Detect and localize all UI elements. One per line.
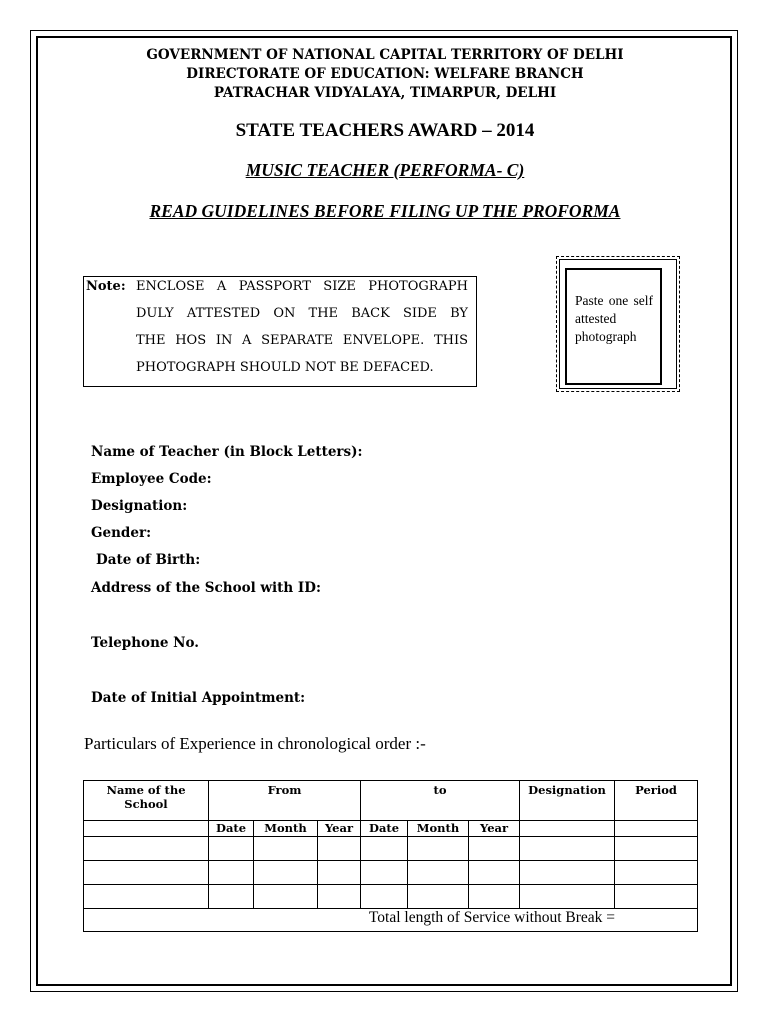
field-date-of-birth: Date of Birth:	[96, 552, 201, 568]
header-designation: Designation	[520, 781, 615, 821]
table-header-row	[84, 781, 698, 821]
header-line-3: PATRACHAR VIDYALAYA, TIMARPUR, DELHI	[213, 85, 557, 101]
table-cell[interactable]	[84, 861, 209, 885]
field-gender: Gender:	[91, 525, 152, 541]
table-cell	[520, 821, 615, 837]
table-cell[interactable]	[254, 885, 318, 909]
table-row	[84, 861, 698, 885]
total-service-label: Total length of Service without Break =	[84, 909, 698, 932]
table-cell[interactable]	[615, 861, 698, 885]
field-employee-code: Employee Code:	[91, 471, 212, 487]
table-cell[interactable]	[408, 837, 469, 861]
table-cell[interactable]	[408, 861, 469, 885]
table-cell[interactable]	[408, 885, 469, 909]
experience-heading: Particulars of Experience in chronological order :-	[84, 734, 426, 753]
photo-instruction: Paste one self attested photograph	[575, 293, 653, 344]
subheader-date: Date	[209, 821, 254, 837]
subheader-date: Date	[361, 821, 408, 837]
table-cell[interactable]	[209, 885, 254, 909]
table-cell[interactable]	[318, 837, 361, 861]
table-cell[interactable]	[469, 861, 520, 885]
table-cell[interactable]	[318, 885, 361, 909]
table-subheader-row	[84, 821, 698, 837]
field-teacher-name: Name of Teacher (in Block Letters):	[91, 444, 363, 460]
table-cell	[615, 821, 698, 837]
table-cell[interactable]	[469, 885, 520, 909]
table-cell[interactable]	[254, 861, 318, 885]
field-designation: Designation:	[91, 498, 188, 514]
table-row	[84, 837, 698, 861]
field-school-address: Address of the School with ID:	[91, 580, 321, 596]
form-subtitle: MUSIC TEACHER (PERFORMA- C)	[245, 160, 525, 180]
subheader-year: Year	[318, 821, 361, 837]
subheader-year: Year	[469, 821, 520, 837]
header-period: Period	[615, 781, 698, 821]
table-cell[interactable]	[520, 861, 615, 885]
header-from: From	[209, 781, 361, 821]
award-title: STATE TEACHERS AWARD – 2014	[235, 120, 535, 141]
field-telephone: Telephone No.	[91, 635, 199, 651]
note-label: Note:	[86, 279, 126, 294]
table-cell	[84, 821, 209, 837]
table-cell[interactable]	[361, 837, 408, 861]
table-cell[interactable]	[318, 861, 361, 885]
header-to: to	[361, 781, 520, 821]
note-line: PHOTOGRAPH SHOULD NOT BE DEFACED.	[136, 360, 434, 375]
header-line-1: GOVERNMENT OF NATIONAL CAPITAL TERRITORY OF DELHI	[146, 47, 624, 63]
note-box	[83, 276, 477, 387]
subheader-month: Month	[254, 821, 318, 837]
field-initial-appointment: Date of Initial Appointment:	[91, 690, 306, 706]
table-cell[interactable]	[361, 885, 408, 909]
table-cell[interactable]	[520, 885, 615, 909]
subheader-month: Month	[408, 821, 469, 837]
guidelines-heading: READ GUIDELINES BEFORE FILING UP THE PROFORMA	[149, 201, 621, 221]
table-cell[interactable]	[361, 861, 408, 885]
table-cell[interactable]	[209, 861, 254, 885]
table-row	[84, 885, 698, 909]
table-cell[interactable]	[615, 885, 698, 909]
note-line: THE HOS IN A SEPARATE ENVELOPE. THIS	[136, 333, 468, 348]
table-cell[interactable]	[469, 837, 520, 861]
table-cell[interactable]	[520, 837, 615, 861]
table-cell[interactable]	[254, 837, 318, 861]
header-line-2: DIRECTORATE OF EDUCATION: WELFARE BRANCH	[186, 66, 584, 82]
table-cell[interactable]	[615, 837, 698, 861]
note-line: ENCLOSE A PASSPORT SIZE PHOTOGRAPH	[136, 279, 468, 294]
table-cell[interactable]	[209, 837, 254, 861]
header-school: Name of the School	[84, 781, 209, 821]
table-cell[interactable]	[84, 885, 209, 909]
note-line: DULY ATTESTED ON THE BACK SIDE BY	[136, 306, 468, 321]
total-row	[84, 909, 698, 932]
experience-table	[83, 780, 698, 932]
table-cell[interactable]	[84, 837, 209, 861]
